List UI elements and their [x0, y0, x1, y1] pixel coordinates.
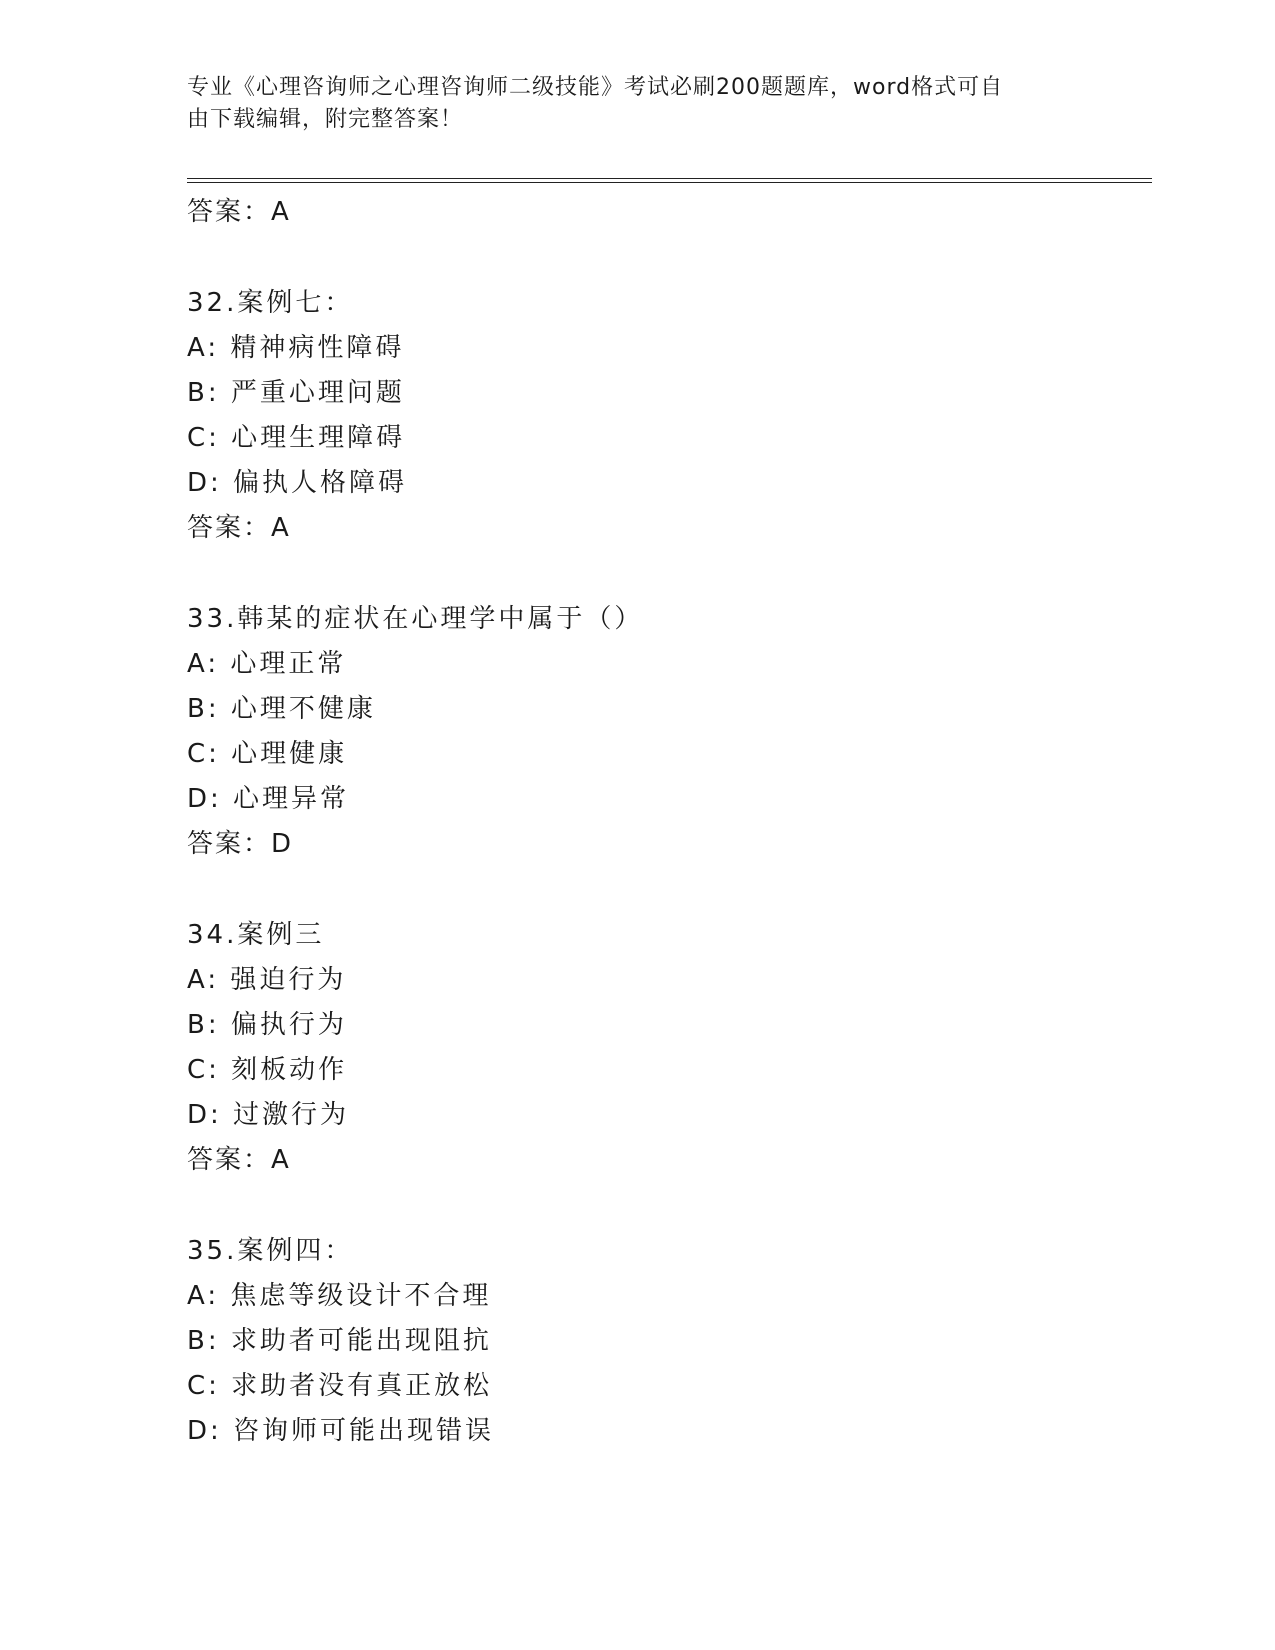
option-d: D: 心理异常	[187, 784, 350, 814]
option-d: D: 偏执人格障碍	[187, 468, 408, 498]
previous-answer: 答案：A	[187, 197, 291, 227]
question-title: 32.案例七：	[187, 288, 354, 318]
document-page	[187, 0, 1152, 1650]
question-35	[187, 1229, 1152, 1454]
answer: 答案：A	[187, 513, 291, 543]
option-d: D: 咨询师可能出现错误	[187, 1416, 495, 1446]
answer: 答案：A	[187, 1145, 291, 1175]
question-34	[187, 913, 1152, 1183]
document-header	[187, 72, 1067, 136]
option-c: C: 刻板动作	[187, 1055, 348, 1085]
question-title: 33.韩某的症状在心理学中属于（）	[187, 604, 644, 634]
header-line-2: 由下载编辑，附完整答案！	[187, 107, 464, 132]
option-b: B: 偏执行为	[187, 1010, 347, 1040]
option-c: C: 心理健康	[187, 739, 348, 769]
option-a: A: 强迫行为	[187, 965, 347, 995]
option-b: B: 求助者可能出现阻抗	[187, 1326, 492, 1356]
header-divider	[187, 178, 1152, 183]
question-32	[187, 281, 1152, 551]
header-line-1: 专业《心理咨询师之心理咨询师二级技能》考试必刷200题题库，word格式可自	[187, 75, 1004, 100]
question-list	[187, 190, 1152, 1454]
question-title: 34.案例三	[187, 920, 325, 950]
option-c: C: 求助者没有真正放松	[187, 1371, 493, 1401]
option-c: C: 心理生理障碍	[187, 423, 406, 453]
option-a: A: 精神病性障碍	[187, 333, 405, 363]
question-title: 35.案例四：	[187, 1236, 354, 1266]
option-d: D: 过激行为	[187, 1100, 350, 1130]
option-b: B: 心理不健康	[187, 694, 376, 724]
option-a: A: 心理正常	[187, 649, 347, 679]
question-33	[187, 597, 1152, 867]
option-b: B: 严重心理问题	[187, 378, 405, 408]
answer: 答案：D	[187, 829, 294, 859]
option-a: A: 焦虑等级设计不合理	[187, 1281, 492, 1311]
